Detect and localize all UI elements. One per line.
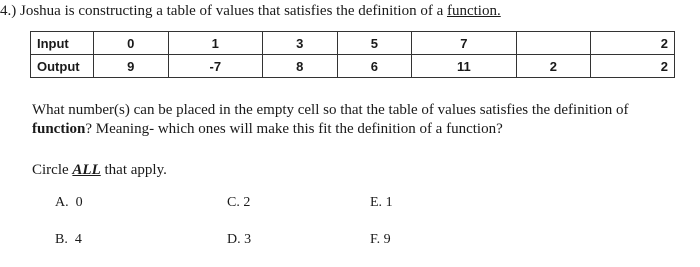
input-cell-7: 2 [591, 32, 675, 55]
choice-b-value: 4 [74, 232, 82, 247]
choice-e-value: 1 [385, 195, 393, 210]
input-cell-empty[interactable] [516, 32, 591, 55]
input-cell-5: 7 [412, 32, 517, 55]
choice-b-letter: B. [55, 232, 68, 247]
choice-d-letter: D. [227, 232, 241, 247]
instructions-emphasis: ALL [72, 162, 101, 178]
output-cell-6: 2 [516, 55, 591, 78]
output-row-label: Output [31, 55, 94, 78]
input-row-label: Input [31, 32, 94, 55]
question-line-2: ? Meaning- which ones will make this fit the definition of a function? [85, 121, 503, 137]
choice-d-value: 3 [244, 232, 252, 247]
choice-f-value: 9 [383, 232, 391, 247]
output-cell-5: 11 [412, 55, 517, 78]
choice-e[interactable] [370, 194, 393, 211]
output-cell-3: 8 [263, 55, 338, 78]
output-cell-4: 6 [337, 55, 412, 78]
question-title-text: 4.) Joshua is constructing a table of values that satisfies the definition of a [0, 3, 447, 19]
choice-c-value: 2 [243, 195, 251, 210]
instructions-suffix: that apply. [100, 162, 167, 178]
input-cell-4: 5 [337, 32, 412, 55]
instructions [32, 161, 167, 179]
choice-d[interactable] [227, 231, 251, 248]
input-cell-3: 3 [263, 32, 338, 55]
choice-f-letter: F. [370, 232, 381, 247]
question-title [0, 2, 501, 20]
output-cell-7: 2 [591, 55, 675, 78]
choice-c[interactable] [227, 194, 250, 211]
choice-b[interactable] [55, 231, 82, 248]
input-cell-2: 1 [168, 32, 262, 55]
output-cell-2: -7 [168, 55, 262, 78]
question-line-1: What number(s) can be placed in the empty cell so that the table of values satisfies the definition of [32, 102, 629, 118]
output-row [31, 55, 675, 78]
values-table [30, 31, 675, 78]
choice-a-letter: A. [55, 195, 69, 210]
choice-c-letter: C. [227, 195, 240, 210]
choice-a[interactable] [55, 194, 83, 211]
input-row [31, 32, 675, 55]
question-title-underlined: function. [446, 3, 501, 19]
question-text [32, 101, 692, 139]
instructions-prefix: Circle [32, 162, 73, 178]
question-bold-word: function [32, 121, 86, 137]
input-cell-1: 0 [94, 32, 169, 55]
choice-f[interactable] [370, 231, 391, 248]
choice-a-value: 0 [75, 195, 83, 210]
choice-e-letter: E. [370, 195, 383, 210]
output-cell-1: 9 [94, 55, 169, 78]
